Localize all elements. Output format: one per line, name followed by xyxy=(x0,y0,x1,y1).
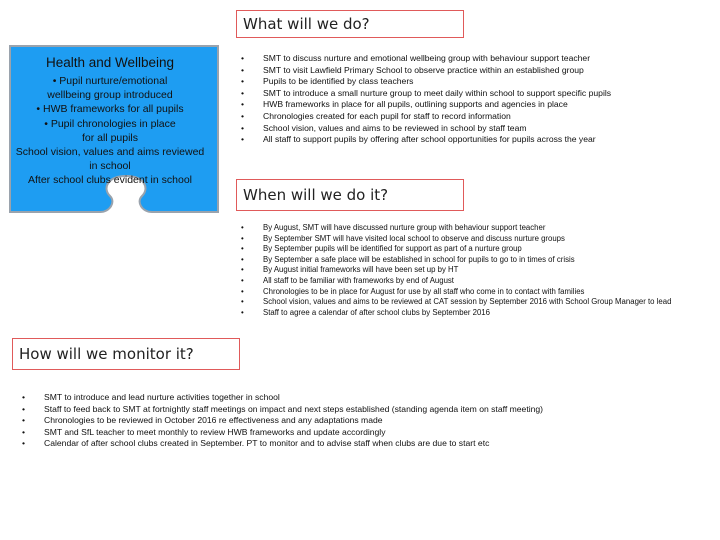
list-item: • Pupils to be identified by class teachers xyxy=(241,76,611,88)
puzzle-text-block xyxy=(4,54,216,188)
puzzle-line: • HWB frameworks for all pupils xyxy=(36,103,184,116)
list-item: • By September pupils will be identified for support as part of a nurture group xyxy=(241,244,671,255)
how-list xyxy=(22,392,543,450)
how-heading: How will we monitor it? xyxy=(12,338,240,370)
list-item: • All staff to be familiar with frameworks by end of August xyxy=(241,276,671,287)
when-list xyxy=(241,223,671,318)
list-item: • All staff to support pupils by offering after school opportunities for pupils across the year xyxy=(241,134,611,146)
list-item: • Chronologies to be reviewed in October 2016 re effectiveness and any adaptations made xyxy=(22,415,543,427)
list-item: • By September SMT will have visited local school to observe and discuss nurture groups xyxy=(241,234,671,245)
what-list xyxy=(241,53,611,146)
puzzle-line: in school xyxy=(89,160,131,173)
list-item: • SMT to introduce and lead nurture activities together in school xyxy=(22,392,543,404)
list-item: • Staff to feed back to SMT at fortnightly staff meetings on impact and next steps established (standing agenda item on staff meeting) xyxy=(22,404,543,416)
list-item: • Calendar of after school clubs created in September. PT to monitor and to advise staff when clubs are due to start etc xyxy=(22,438,543,450)
puzzle-line: After school clubs evident in school xyxy=(27,174,192,187)
puzzle-line: • Pupil chronologies in place xyxy=(44,117,176,130)
list-item: • Chronologies created for each pupil for staff to record information xyxy=(241,111,611,123)
list-item: • Staff to agree a calendar of after school clubs by September 2016 xyxy=(241,308,671,319)
list-item: • School vision, values and aims to be reviewed at CAT session by September 2016 with School Group Manager to lead xyxy=(241,297,671,308)
puzzle-line: School vision, values and aims reviewed xyxy=(15,146,205,159)
list-item: • SMT to discuss nurture and emotional wellbeing group with behaviour support teacher xyxy=(241,53,611,65)
puzzle-line: wellbeing group introduced xyxy=(47,89,173,102)
what-heading: What will we do? xyxy=(236,10,464,38)
puzzle-title: Health and Wellbeing xyxy=(45,55,175,70)
list-item: • HWB frameworks in place for all pupils, outlining supports and agencies in place xyxy=(241,99,611,111)
list-item: • SMT to visit Lawfield Primary School to observe practice within an established group xyxy=(241,65,611,77)
puzzle-line: for all pupils xyxy=(81,131,139,144)
list-item: • By August, SMT will have discussed nurture group with behaviour support teacher xyxy=(241,223,671,234)
list-item: • Chronologies to be in place for August for use by all staff who come in to contact with families xyxy=(241,287,671,298)
list-item: • By August initial frameworks will have been set up by HT xyxy=(241,265,671,276)
when-heading: When will we do it? xyxy=(236,179,464,211)
list-item: • School vision, values and aims to be reviewed in school by staff team xyxy=(241,123,611,135)
list-item: • SMT to introduce a small nurture group to meet daily within school to support specific pupils xyxy=(241,88,611,100)
list-item: • By September a safe place will be established in school for pupils to go to in times of crisis xyxy=(241,255,671,266)
puzzle-line: • Pupil nurture/emotional xyxy=(52,75,168,87)
list-item: • SMT and SfL teacher to meet monthly to review HWB frameworks and update accordingly xyxy=(22,427,543,439)
